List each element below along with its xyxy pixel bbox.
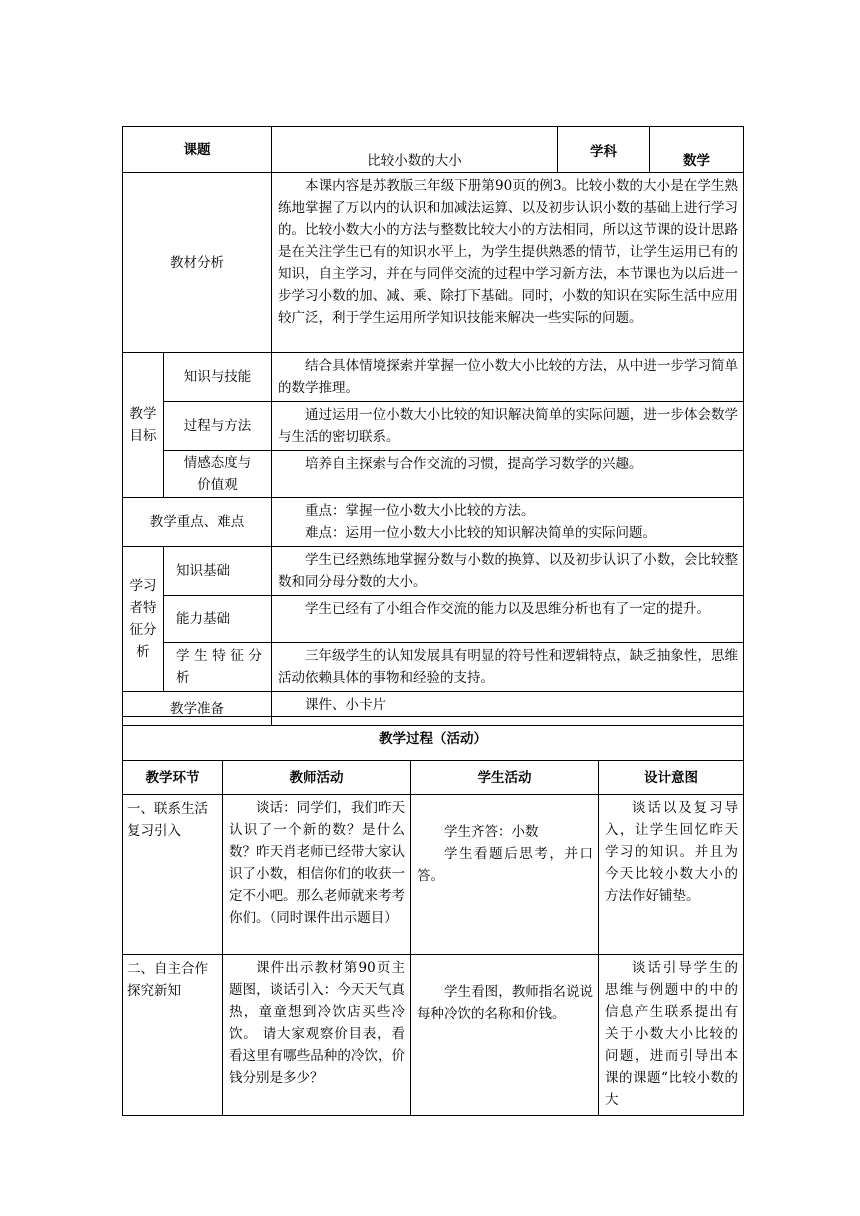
table-row bbox=[123, 955, 744, 1116]
prep-text: 课件、小卡片 bbox=[305, 697, 386, 713]
stage-cell: 一、联系生活复习引入 bbox=[123, 795, 223, 955]
intent-text: 谈话以及复习导入，让学生回忆昨天学习的知识。并且为今天比较小数大小的方法作好铺垫。 bbox=[605, 800, 738, 904]
teacher-text: 谈话：同学们，我们昨天认识了一个新的数？是什么数？昨天肖老师已经带大家认识了小数，相信你们的收获一定不小吧。那么老师就来考考你们。（同时课件出示题目） bbox=[229, 800, 405, 926]
goal-cell-attitude bbox=[272, 451, 744, 498]
intent-cell bbox=[599, 795, 744, 955]
student-text-1: 学生看图，教师指名说说每种冷饮的名称和价钱。 bbox=[417, 984, 593, 1022]
topic-value: 比较小数的大小 bbox=[272, 127, 558, 173]
learner-cell-ability bbox=[272, 596, 744, 643]
goal-text-knowledge: 结合具体情境探索并掌握一位小数大小比较的方法，从中进一步学习简单的数学推理。 bbox=[278, 358, 738, 396]
student-text-1: 学生齐答：小数 bbox=[444, 824, 539, 840]
prep-label: 教学准备 bbox=[123, 692, 272, 726]
teacher-text: 课件出示教材第90页主题图，谈话引入：今天天气真热，童童想到冷饮店买些冷饮。 请大家观察价目表，看看这里有哪些品种的冷饮，价钱分别是多少？ bbox=[229, 960, 405, 1086]
process-title: 教学过程（活动） bbox=[123, 717, 744, 761]
col-header-stage: 教学环节 bbox=[123, 761, 223, 795]
goals-label: 教学目标 bbox=[123, 353, 164, 498]
student-text-2: 学生看题后思考，并口答。 bbox=[417, 846, 593, 884]
goal-cell-process bbox=[272, 402, 744, 451]
subject-value: 数学 bbox=[650, 127, 744, 173]
student-cell bbox=[411, 795, 599, 955]
learner-cell-traits bbox=[272, 643, 744, 692]
subject-label: 学科 bbox=[558, 127, 650, 173]
keypoints-focus: 重点：掌握一位小数大小比较的方法。 bbox=[305, 503, 535, 519]
teacher-cell bbox=[223, 795, 411, 955]
material-text: 本课内容是苏教版三年级下册第90页的例3。比较小数的大小是在学生熟练地掌握了万以内的认识和加减法运算、以及初步认识小数的基础上进行学习的。比较小数大小的方法与整数比较大小的方法相同，所以这节课的设计思路是在关注学生已有的知识水平上，为学生提供熟悉的情节，让学生运用已有的知识，自主学习，并在与同伴交流的过程中学习新方法，本节课也为以后进一步学习小数的加、减、乘、除打下基础。同时，小数的知识在实际生活中应用较广泛，利于学生运用所学知识技能来解决一些实际的问题。 bbox=[278, 178, 738, 326]
learner-cell-knowledge bbox=[272, 547, 744, 596]
learner-text-traits: 三年级学生的认知发展具有明显的符号性和逻辑特点，缺乏抽象性，思维活动依赖具体的事物和经验的支持。 bbox=[278, 648, 738, 686]
topic-label: 课题 bbox=[123, 127, 272, 173]
col-header-intent: 设计意图 bbox=[599, 761, 744, 795]
material-cell bbox=[272, 173, 744, 353]
goal-label-process: 过程与方法 bbox=[164, 402, 272, 451]
teacher-cell bbox=[223, 955, 411, 1116]
learner-text-ability: 学生已经有了小组合作交流的能力以及思维分析也有了一定的提升。 bbox=[305, 601, 710, 617]
learner-text-knowledge: 学生已经熟练地掌握分数与小数的换算、以及初步认识了小数，会比较整数和同分母分数的大小。 bbox=[278, 552, 738, 590]
intent-cell bbox=[599, 955, 744, 1116]
table-row bbox=[123, 795, 744, 955]
learner-label-traits: 学生特征分析 bbox=[164, 643, 272, 692]
intent-text: 谈话引导学生的思维与例题中的中的信息产生联系提出有关于小数大小比较的问题，进而引导出本课的课题“比较小数的大 bbox=[605, 960, 738, 1108]
goal-text-attitude: 培养自主探索与合作交流的习惯，提高学习数学的兴趣。 bbox=[305, 456, 643, 472]
keypoints-cell bbox=[272, 498, 744, 547]
keypoints-difficulty: 难点：运用一位小数大小比较的知识解决简单的实际问题。 bbox=[305, 525, 656, 541]
col-header-teacher: 教师活动 bbox=[223, 761, 411, 795]
col-header-student: 学生活动 bbox=[411, 761, 599, 795]
learner-label-ability: 能力基础 bbox=[164, 596, 272, 643]
process-table bbox=[122, 716, 744, 1116]
material-label: 教材分析 bbox=[123, 173, 272, 353]
lesson-info-table bbox=[122, 126, 744, 726]
learners-label: 学习者特征分析 bbox=[123, 547, 164, 692]
student-cell bbox=[411, 955, 599, 1116]
goal-label-knowledge: 知识与技能 bbox=[164, 353, 272, 402]
goal-cell-knowledge bbox=[272, 353, 744, 402]
goal-text-process: 通过运用一位小数大小比较的知识解决简单的实际问题，进一步体会数学与生活的密切联系。 bbox=[278, 407, 738, 445]
learner-label-knowledge: 知识基础 bbox=[164, 547, 272, 596]
goal-label-attitude: 情感态度与价值观 bbox=[164, 451, 272, 498]
stage-cell: 二、自主合作探究新知 bbox=[123, 955, 223, 1116]
keypoints-label: 教学重点、难点 bbox=[123, 498, 272, 547]
